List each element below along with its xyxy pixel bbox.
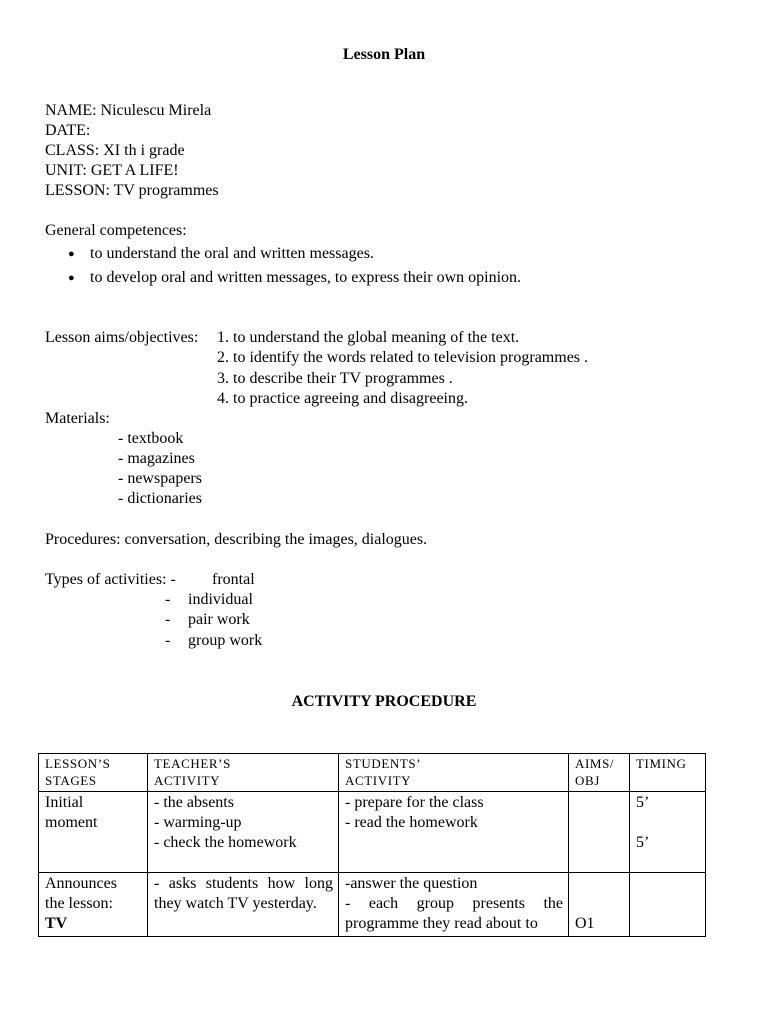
procedures-line: Procedures: conversation, describing the images, dialogues. [45, 531, 428, 548]
aim-item: 2. to identify the words related to television programmes . [217, 349, 589, 366]
document-title: Lesson Plan [342, 46, 426, 63]
activity-type: individual [188, 591, 253, 608]
class-line: CLASS: XI th i grade [45, 142, 185, 159]
header-students: STUDENTS’ ACTIVITY [339, 754, 569, 792]
lesson-line: LESSON: TV programmes [45, 182, 219, 199]
material-item: - textbook [118, 430, 184, 447]
name-line: NAME: Niculescu Mirela [45, 102, 212, 119]
material-item: - newspapers [118, 470, 202, 487]
aims-cell: O1 [569, 873, 630, 937]
activity-table [38, 753, 706, 937]
aim-item: 1. to understand the global meaning of the text. [217, 329, 520, 346]
aims-cell [569, 792, 630, 873]
activity-type: frontal [212, 571, 255, 588]
timing-cell [630, 873, 706, 937]
activity-type: group work [188, 632, 263, 649]
aim-item: 3. to describe their TV programmes . [217, 370, 453, 387]
competences-heading: General competences: [45, 222, 187, 239]
aims-label: Lesson aims/objectives: [45, 329, 199, 346]
activity-procedure-heading: ACTIVITY PROCEDURE [291, 693, 477, 710]
stage-cell: Initial moment [39, 792, 148, 873]
stage-cell: Announces the lesson: TV [39, 873, 148, 937]
unit-line: UNIT: GET A LIFE! [45, 162, 179, 179]
header-teacher: TEACHER’S ACTIVITY [148, 754, 339, 792]
activity-dash: - [165, 611, 171, 628]
teacher-cell: - asks students how long they watch TV yesterday. [148, 873, 339, 937]
materials-heading: Materials: [45, 410, 110, 427]
activities-label: Types of activities: - [45, 571, 176, 588]
table-row [39, 792, 706, 873]
aim-item: 4. to practice agreeing and disagreeing. [217, 390, 468, 407]
teacher-cell: - the absents - warming-up - check the homework [148, 792, 339, 873]
competences-list [64, 242, 521, 290]
table-header-row [39, 754, 706, 792]
table-row [39, 873, 706, 937]
header-timing: TIMING [630, 754, 706, 792]
timing-cell: 5’ 5’ [630, 792, 706, 873]
material-item: - magazines [118, 450, 195, 467]
activity-type: pair work [188, 611, 250, 628]
students-cell: - prepare for the class - read the homework [339, 792, 569, 873]
material-item: - dictionaries [118, 490, 202, 507]
activity-dash: - [165, 591, 171, 608]
activity-dash: - [165, 632, 171, 649]
competence-item: ● to understand the oral and written messages. [64, 242, 521, 266]
header-aims: AIMS/ OBJ [569, 754, 630, 792]
date-line: DATE: [45, 122, 91, 139]
students-cell: -answer the question - each group presents the programme they read about to [339, 873, 569, 937]
header-stages: LESSON’S STAGES [39, 754, 148, 792]
competence-item: ● to develop oral and written messages, to express their own opinion. [64, 266, 521, 290]
